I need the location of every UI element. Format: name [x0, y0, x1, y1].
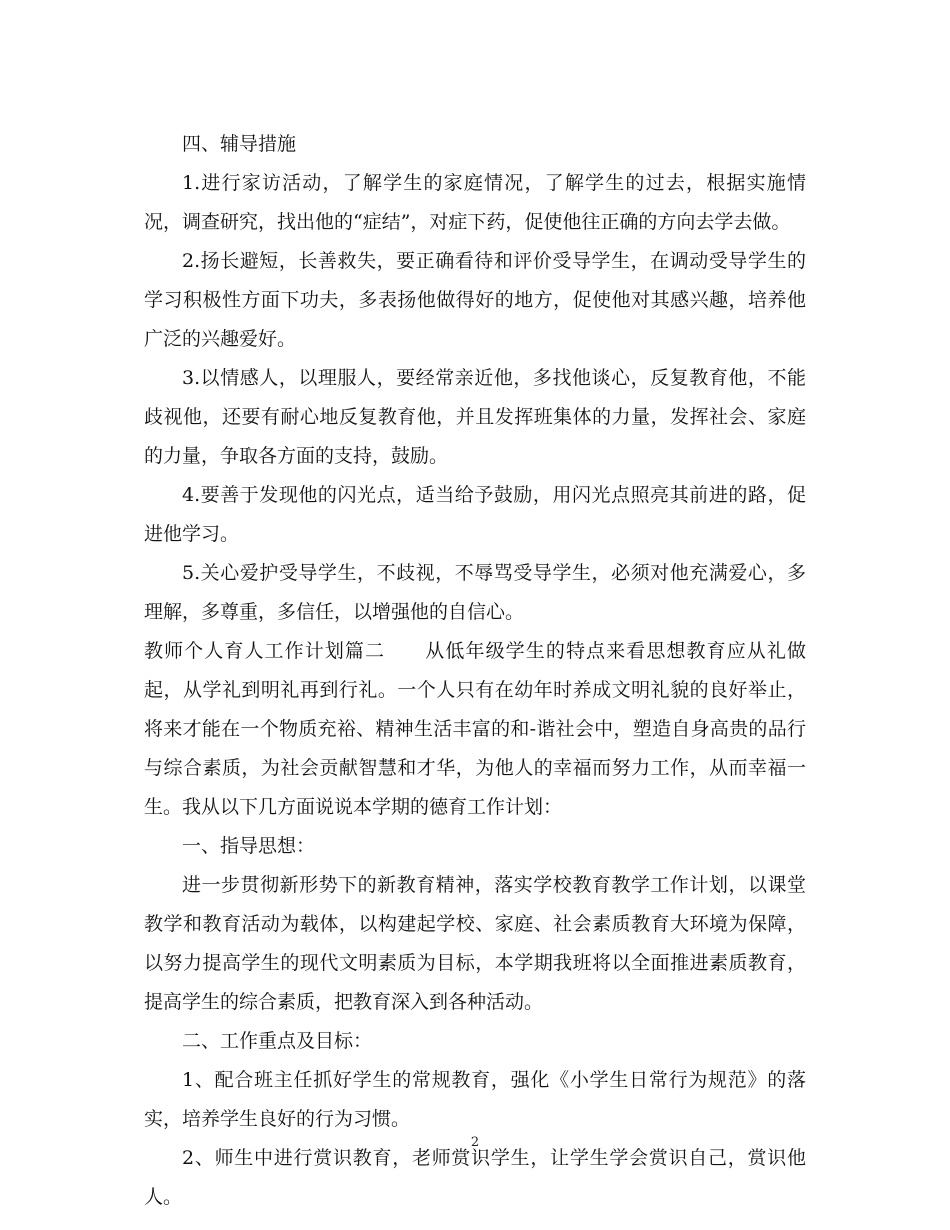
paragraph-measure-2: 2.扬长避短，长善救失，要正确看待和评价受导学生，在调动受导学生的学习积极性方面下功夫，多表扬他做得好的地方，促使他对其感兴趣，培养他广泛的兴趣爱好。	[144, 250, 806, 350]
page-number: 2	[470, 1135, 480, 1150]
section-heading-key-goals: 二、工作重点及目标：	[182, 1030, 373, 1052]
paragraph-guiding-thought: 进一步贯彻新形势下的新教育精神，落实学校教育教学工作计划，以课堂教学和教育活动为载体，以构建起学校、家庭、社会素质教育大环境为保障，以努力提高学生的现代文明素质为目标，本学期我班将以全面推进素质教育，提高学生的综合素质，把教育深入到各种活动。	[144, 874, 806, 1013]
section-heading-guiding-thought: 一、指导思想：	[182, 835, 316, 857]
paragraph-measure-5: 5.关心爱护受导学生，不歧视，不辱骂受导学生，必须对他充满爱心，多理解，多尊重，多信任，以增强他的自信心。	[144, 562, 806, 623]
paragraph-plan-two-intro: 教师个人育人工作计划篇二 从低年级学生的特点来看思想教育应从礼做起，从学礼到明礼再到行礼。一个人只有在幼年时养成文明礼貌的良好举止，将来才能在一个物质充裕、精神生活丰富的和-谐社会中，塑造自身高贵的品行与综合素质，为社会贡献智慧和才华，为他人的幸福而努力工作，从而幸福一生。我从以下几方面说说本学期的德育工作计划：	[144, 640, 806, 818]
paragraph-goal-2: 2、师生中进行赏识教育，老师赏识学生，让学生学会赏识自己，赏识他人。	[144, 1147, 806, 1208]
document-body	[144, 125, 806, 1217]
paragraph-measure-4: 4.要善于发现他的闪光点，适当给予鼓励，用闪光点照亮其前进的路，促进他学习。	[144, 484, 806, 545]
paragraph-goal-1: 1、配合班主任抓好学生的常规教育，强化《小学生日常行为规范》的落实，培养学生良好的行为习惯。	[144, 1069, 806, 1130]
paragraph-measure-1: 1.进行家访活动，了解学生的家庭情况，了解学生的过去，根据实施情况，调查研究，找出他的“症结”，对症下药，促使他往正确的方向去学去做。	[144, 172, 806, 233]
section-heading-measures: 四、辅导措施	[182, 133, 297, 155]
paragraph-measure-3: 3.以情感人，以理服人，要经常亲近他，多找他谈心，反复教育他，不能歧视他，还要有耐心地反复教育他，并且发挥班集体的力量，发挥社会、家庭的力量，争取各方面的支持，鼓励。	[144, 367, 806, 467]
